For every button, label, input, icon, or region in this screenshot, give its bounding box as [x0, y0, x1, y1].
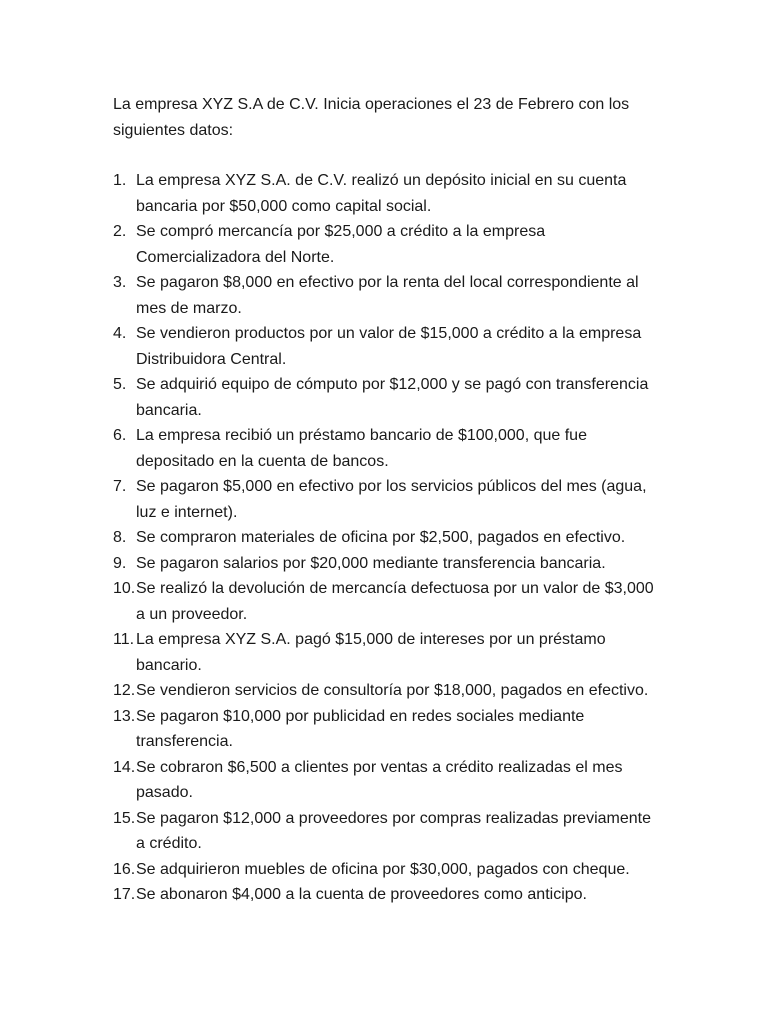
item-text: Se adquirió equipo de cómputo por $12,000 y se pagó con transferencia bancaria.	[136, 376, 649, 419]
item-text: Se abonaron $4,000 a la cuenta de proveedores como anticipo.	[136, 886, 587, 903]
list-item	[113, 576, 658, 627]
item-number: 16.	[113, 860, 136, 878]
list-item	[113, 474, 658, 525]
item-number: 13.	[113, 707, 136, 725]
item-text: Se pagaron $10,000 por publicidad en redes sociales mediante transferencia.	[136, 707, 585, 750]
list-item	[113, 627, 658, 678]
item-number: 5.	[113, 376, 127, 393]
list-item	[113, 882, 658, 908]
list-item	[113, 704, 658, 755]
item-text: Se pagaron $12,000 a proveedores por compras realizadas previamente a crédito.	[136, 809, 651, 852]
item-text: La empresa recibió un préstamo bancario de $100,000, que fue depositado en la cuenta de bancos.	[136, 427, 587, 470]
item-text: Se pagaron salarios por $20,000 mediante transferencia bancaria.	[136, 554, 606, 572]
list-item	[113, 219, 658, 270]
list-item	[113, 755, 658, 806]
list-item	[113, 372, 658, 423]
item-text: Se compraron materiales de oficina por $2,500, pagados en efectivo.	[136, 529, 626, 546]
list-item	[113, 551, 658, 577]
item-number: 11.	[113, 631, 135, 648]
list-item	[113, 857, 658, 883]
item-text: La empresa XYZ S.A. de C.V. realizó un depósito inicial en su cuenta bancaria por $50,000 como capital social.	[136, 172, 627, 215]
transactions-list	[113, 168, 658, 908]
item-number: 7.	[113, 478, 127, 495]
item-number: 2.	[113, 223, 127, 240]
intro-paragraph: La empresa XYZ S.A de C.V. Inicia operaciones el 23 de Febrero con los siguientes datos:	[113, 96, 630, 139]
item-number: 4.	[113, 325, 127, 342]
list-item	[113, 806, 658, 857]
list-item	[113, 321, 658, 372]
item-text: Se pagaron $8,000 en efectivo por la renta del local correspondiente al mes de marzo.	[136, 274, 639, 317]
item-number: 6.	[113, 427, 127, 444]
list-item	[113, 423, 658, 474]
item-number: 3.	[113, 274, 127, 291]
item-number: 10.	[113, 580, 136, 597]
item-text: Se vendieron productos por un valor de $15,000 a crédito a la empresa Distribuidora Central.	[136, 325, 642, 368]
item-number: 1.	[113, 172, 127, 189]
list-item	[113, 168, 658, 219]
item-number: 14.	[113, 758, 136, 776]
item-text: Se adquirieron muebles de oficina por $30,000, pagados con cheque.	[136, 860, 630, 878]
item-text: La empresa XYZ S.A. pagó $15,000 de intereses por un préstamo bancario.	[136, 631, 606, 674]
item-text: Se vendieron servicios de consultoría por $18,000, pagados en efectivo.	[136, 682, 649, 699]
item-text: Se realizó la devolución de mercancía defectuosa por un valor de $3,000 a un proveedor.	[136, 580, 654, 623]
list-item	[113, 270, 658, 321]
item-text: Se pagaron $5,000 en efectivo por los servicios públicos del mes (agua, luz e internet).	[136, 478, 647, 521]
item-text: Se cobraron $6,500 a clientes por ventas a crédito realizadas el mes pasado.	[136, 758, 623, 801]
item-number: 15.	[113, 809, 136, 827]
document-body	[113, 92, 658, 908]
list-item	[113, 525, 658, 551]
item-text: Se compró mercancía por $25,000 a crédito a la empresa Comercializadora del Norte.	[136, 223, 546, 266]
item-number: 8.	[113, 529, 127, 546]
item-number: 12.	[113, 682, 136, 699]
item-number: 17.	[113, 886, 136, 903]
list-item	[113, 678, 658, 704]
item-number: 9.	[113, 554, 127, 572]
